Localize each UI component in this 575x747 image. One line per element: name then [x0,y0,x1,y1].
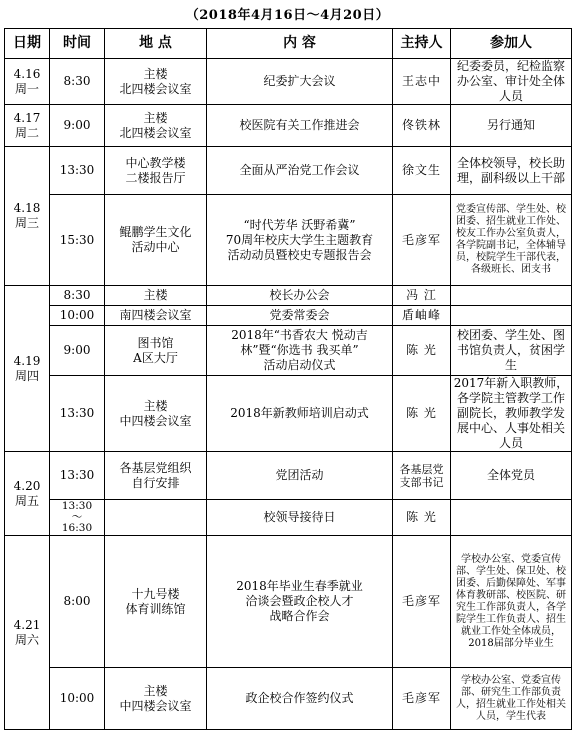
date-cell: 4.18 周三 [5,147,50,286]
table-row [5,500,572,536]
date-cell: 4.16 周一 [5,59,50,105]
table-row [5,195,572,286]
time-cell: 8:00 [50,536,105,668]
date-cell: 4.20 周五 [5,452,50,536]
time-cell: 9:00 [50,105,105,147]
header-location: 地 点 [105,29,207,59]
attendees-cell: 校团委、学生处、图书馆负责人，贫困学生 [451,326,572,376]
location-cell: 南四楼会议室 [105,306,207,326]
host-cell: 王志中 [393,59,451,105]
time-cell: 8:30 [50,59,105,105]
header-time: 时间 [50,29,105,59]
table-row [5,536,572,668]
host-cell: 毛彦军 [393,195,451,286]
time-cell: 13:30 [50,376,105,452]
host-cell: 毛彦军 [393,536,451,668]
attendees-cell: 学校办公室、党委宣传部、研究生工作部负责人，招生就业工作处相关人员，学生代表 [451,668,572,730]
location-cell [105,500,207,536]
attendees-cell [451,306,572,326]
location-cell: 各基层党组织 自行安排 [105,452,207,500]
table-row [5,105,572,147]
header-host: 主持人 [393,29,451,59]
header-date: 日期 [5,29,50,59]
date-cell: 4.19 周四 [5,286,50,452]
date-cell: 4.17 周二 [5,105,50,147]
time-cell: 9:00 [50,326,105,376]
time-cell: 10:00 [50,668,105,730]
table-row [5,286,572,306]
location-cell: 主楼 [105,286,207,306]
table-row [5,452,572,500]
attendees-cell: 另行通知 [451,105,572,147]
attendees-cell: 全体校领导，校长助理，副科级以上干部 [451,147,572,195]
location-cell: 图书馆 A区大厅 [105,326,207,376]
table-header-row [5,29,572,59]
time-cell: 10:00 [50,306,105,326]
host-cell: 各基层党支部书记 [393,452,451,500]
attendees-cell [451,286,572,306]
host-cell: 陈 光 [393,376,451,452]
time-cell: 15:30 [50,195,105,286]
attendees-cell [451,500,572,536]
table-row [5,147,572,195]
content-cell: 纪委扩大会议 [207,59,393,105]
host-cell: 徐文生 [393,147,451,195]
schedule-table [4,28,572,730]
table-row [5,59,572,105]
table-row [5,668,572,730]
host-cell: 冯 江 [393,286,451,306]
attendees-cell: 纪委委员，纪检监察办公室、审计处全体人员 [451,59,572,105]
attendees-cell: 2017年新入职教师，各学院主管教学工作副院长，教师教学发展中心、人事处相关人员 [451,376,572,452]
time-cell: 8:30 [50,286,105,306]
content-cell: “时代芳华 沃野希冀” 70周年校庆大学生主题教育 活动动员暨校史专题报告会 [207,195,393,286]
content-cell: 全面从严治党工作会议 [207,147,393,195]
content-cell: 政企校合作签约仪式 [207,668,393,730]
host-cell: 盾岫峰 [393,306,451,326]
content-cell: 党团活动 [207,452,393,500]
attendees-cell: 党委宣传部、学生处、校团委、招生就业工作处、校友工作办公室负责人，各学院副书记，全体辅导员，校院学生干部代表，各级班长、团支书 [451,195,572,286]
location-cell: 主楼 中四楼会议室 [105,668,207,730]
table-row [5,306,572,326]
table-row [5,326,572,376]
content-cell: 2018年毕业生春季就业 洽谈会暨政企校人才 战略合作会 [207,536,393,668]
host-cell: 佟铁林 [393,105,451,147]
attendees-cell: 全体党员 [451,452,572,500]
location-cell: 主楼 北四楼会议室 [105,105,207,147]
time-cell: 13:30 [50,147,105,195]
content-cell: 党委常委会 [207,306,393,326]
table-row [5,376,572,452]
header-attendees: 参加人 [451,29,572,59]
time-cell: 13:30 ～ 16:30 [50,500,105,536]
schedule-subtitle: （2018年4月16日～4月20日） [185,8,390,23]
host-cell: 陈 光 [393,326,451,376]
content-cell: 校领导接待日 [207,500,393,536]
location-cell: 中心教学楼 二楼报告厅 [105,147,207,195]
attendees-cell: 学校办公室、党委宣传部、学生处、保卫处、校团委、后勤保障处、军事体育教研部、校医院、研究生工作部负责人，各学院学生工作负责人、招生就业工作处全体成员，2018届部分毕业生 [451,536,572,668]
host-cell: 陈 光 [393,500,451,536]
location-cell: 主楼 中四楼会议室 [105,376,207,452]
location-cell: 鲲鹏学生文化 活动中心 [105,195,207,286]
location-cell: 主楼 北四楼会议室 [105,59,207,105]
content-cell: 校医院有关工作推进会 [207,105,393,147]
time-cell: 13:30 [50,452,105,500]
content-cell: 校长办公会 [207,286,393,306]
header-content: 内 容 [207,29,393,59]
host-cell: 毛彦军 [393,668,451,730]
content-cell: 2018年“书香农大 悦动吉 林”暨“你选书 我买单” 活动启动仪式 [207,326,393,376]
location-cell: 十九号楼 体育训练馆 [105,536,207,668]
content-cell: 2018年新教师培训启动式 [207,376,393,452]
date-cell: 4.21 周六 [5,536,50,730]
